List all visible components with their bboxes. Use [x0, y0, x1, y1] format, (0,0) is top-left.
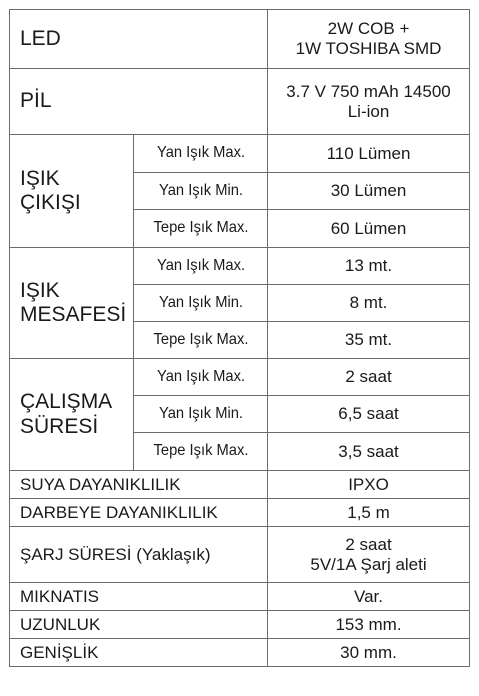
mode-label: Yan Işık Max. — [139, 135, 262, 173]
mode-label: Yan Işık Min. — [139, 285, 262, 322]
mode-value: 30 Lümen — [268, 173, 470, 210]
spec-row-isik-mesafesi-1 — [10, 248, 470, 285]
spec-row-suya — [10, 471, 470, 499]
spec-value-pil-line2: Li-ion — [347, 101, 390, 121]
spec-name-calisma-suresi-line2: SÜRESİ — [20, 414, 99, 438]
spec-value-pil — [268, 69, 470, 135]
spec-name-isik-cikisi — [10, 135, 134, 248]
spec-value-genislik: 30 mm. — [268, 639, 470, 667]
spec-value-uzunluk: 153 mm. — [268, 611, 470, 639]
spec-name-isik-mesafesi-line2: MESAFESİ — [20, 303, 127, 326]
spec-row-led — [10, 10, 470, 69]
spec-row-calisma-suresi-1 — [10, 359, 470, 396]
mode-value: 35 mt. — [268, 322, 470, 359]
spec-value-sarj-line1: 2 saat — [345, 534, 392, 554]
mode-value: 60 Lümen — [268, 210, 470, 248]
spec-name-sarj: ŞARJ SÜRESİ (Yaklaşık) — [10, 527, 268, 583]
spec-name-isik-mesafesi-line1: IŞIK — [20, 278, 60, 302]
mode-value: 3,5 saat — [268, 433, 470, 471]
spec-row-darbeye — [10, 499, 470, 527]
mode-value: 8 mt. — [268, 285, 470, 322]
spec-value-sarj — [268, 527, 470, 583]
mode-value: 110 Lümen — [268, 135, 470, 173]
spec-value-led — [268, 10, 470, 69]
spec-name-calisma-suresi — [10, 359, 134, 471]
mode-label: Yan Işık Min. — [139, 173, 262, 210]
spec-row-genislik — [10, 639, 470, 667]
spec-name-uzunluk: UZUNLUK — [10, 611, 268, 639]
mode-label: Yan Işık Max. — [139, 248, 262, 285]
spec-value-darbeye: 1,5 m — [268, 499, 470, 527]
mode-value: 2 saat — [268, 359, 470, 396]
spec-name-suya: SUYA DAYANIKLILIK — [10, 471, 268, 499]
spec-name-led: LED — [10, 10, 268, 69]
spec-value-sarj-line2: 5V/1A Şarj aleti — [310, 554, 427, 574]
spec-row-pil — [10, 69, 470, 135]
spec-value-miknatis: Var. — [268, 583, 470, 611]
mode-label: Yan Işık Max. — [139, 359, 262, 396]
spec-value-led-line1: 2W COB + — [327, 19, 410, 39]
spec-name-isik-mesafesi — [10, 248, 134, 359]
spec-name-miknatis: MIKNATIS — [10, 583, 268, 611]
mode-label: Tepe Işık Max. — [139, 210, 262, 248]
mode-value: 13 mt. — [268, 248, 470, 285]
spec-name-isik-cikisi-line2: ÇIKIŞI — [20, 191, 81, 214]
spec-row-miknatis — [10, 583, 470, 611]
spec-name-calisma-suresi-line1: ÇALIŞMA — [20, 390, 113, 414]
spec-name-isik-cikisi-line1: IŞIK — [20, 166, 60, 190]
spec-table — [9, 9, 470, 667]
spec-name-darbeye: DARBEYE DAYANIKLILIK — [10, 499, 268, 527]
mode-label: Tepe Işık Max. — [139, 322, 262, 359]
spec-row-isik-cikisi-1 — [10, 135, 470, 173]
mode-label: Yan Işık Min. — [139, 396, 262, 433]
mode-label: Tepe Işık Max. — [139, 433, 262, 471]
spec-row-uzunluk — [10, 611, 470, 639]
spec-value-pil-line1: 3.7 V 750 mAh 14500 — [286, 81, 451, 101]
spec-name-genislik: GENİŞLİK — [10, 639, 268, 667]
spec-value-led-line2: 1W TOSHIBA SMD — [295, 39, 442, 58]
spec-row-sarj — [10, 527, 470, 583]
spec-value-suya: IPXO — [268, 471, 470, 499]
spec-name-pil: PİL — [10, 69, 268, 135]
mode-value: 6,5 saat — [268, 396, 470, 433]
